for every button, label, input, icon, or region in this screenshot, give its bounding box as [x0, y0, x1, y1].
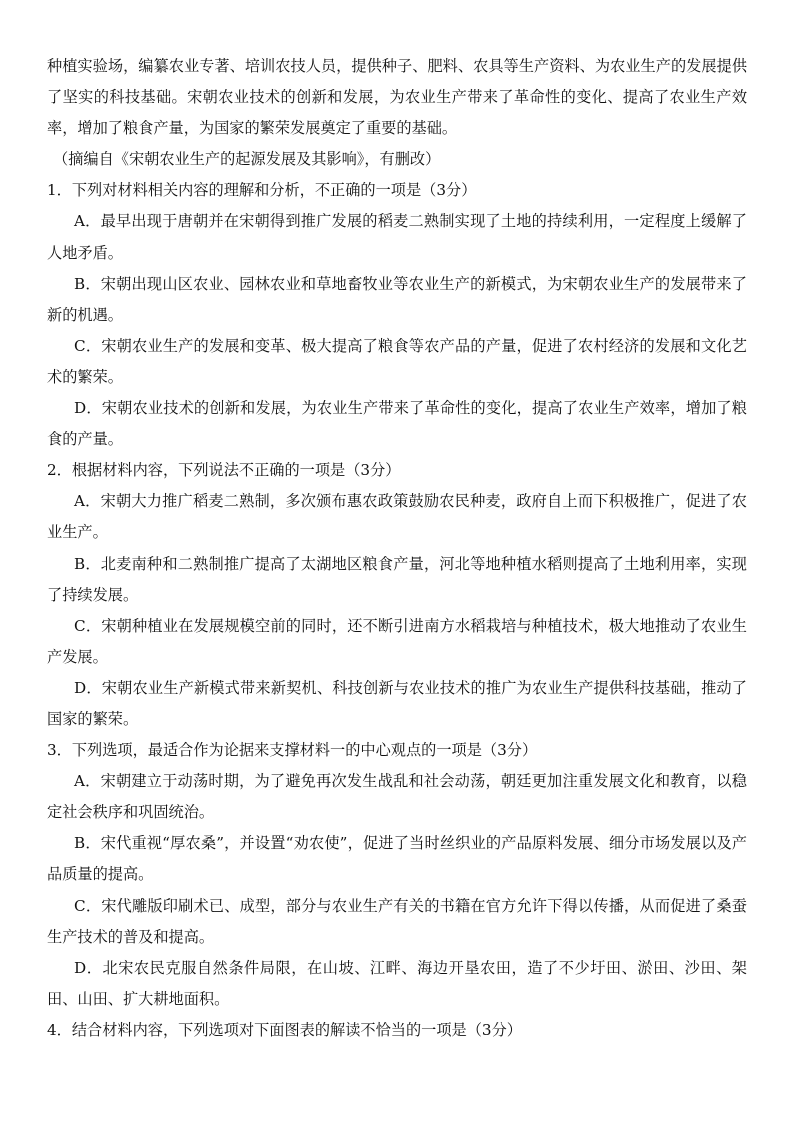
question-2-option-c: C．宋朝种植业在发展规模空前的同时，还不断引进南方水稻栽培与种植技术，极大地推动了农业生产发展。: [47, 616, 747, 666]
question-3-option-d: D．北宋农民克服自然条件局限，在山坡、江畔、海边开垦农田，造了不少圩田、淤田、沙田、架田、山田、扩大耕地面积。: [47, 958, 747, 1008]
question-1-option-c: C．宋朝农业生产的发展和变革、极大提高了粮食等农产品的产量，促进了农村经济的发展和文化艺术的繁荣。: [47, 336, 747, 386]
question-1-stem: 1．下列对材料相关内容的理解和分析，不正确的一项是（3分）: [47, 181, 477, 200]
question-1-option-a: A．最早出现于唐朝并在宋朝得到推广发展的稻麦二熟制实现了土地的持续利用，一定程度上缓解了人地矛盾。: [47, 212, 747, 262]
question-1-option-d: D．宋朝农业技术的创新和发展，为农业生产带来了革命性的变化，提高了农业生产效率，增加了粮食的产量。: [47, 399, 747, 449]
question-4-stem: 4．结合材料内容，下列选项对下面图表的解读不恰当的一项是（3分）: [47, 1020, 522, 1039]
question-3-option-a: A．宋朝建立于动荡时期，为了避免再次发生战乱和社会动荡，朝廷更加注重发展文化和教育，以稳定社会秩序和巩固统治。: [47, 772, 747, 822]
question-2-stem: 2．根据材料内容，下列说法不正确的一项是（3分）: [47, 461, 401, 480]
question-3-stem: 3．下列选项，最适合作为论据来支撑材料一的中心观点的一项是（3分）: [47, 741, 538, 760]
question-3-option-c: C．宋代雕版印刷术已、成型，部分与农业生产有关的书籍在官方允许下得以传播，从而促进了桑蚕生产技术的普及和提高。: [47, 896, 747, 946]
question-2-option-d: D．宋朝农业生产新模式带来新契机、科技创新与农业技术的推广为农业生产提供科技基础，推动了国家的繁荣。: [47, 678, 747, 728]
passage-source: （摘编自《宋朝农业生产的起源发展及其影响》，有删改）: [53, 150, 441, 169]
passage-paragraph: 种植实验场，编纂农业专著、培训农技人员，提供种子、肥料、农具等生产资料、为农业生产的发展提供了坚实的科技基础。宋朝农业技术的创新和发展，为农业生产带来了革命性的变化、提高了农业生产效率，增加了粮食产量，为国家的繁荣发展奠定了重要的基础。: [47, 57, 747, 138]
question-2-option-a: A．宋朝大力推广稻麦二熟制，多次颁布惠农政策鼓励农民种麦，政府自上而下积极推广，促进了农业生产。: [47, 492, 747, 542]
question-1-option-b: B．宋朝出现山区农业、园林农业和草地畜牧业等农业生产的新模式，为宋朝农业生产的发展带来了新的机遇。: [47, 274, 747, 324]
question-3-option-b: B．宋代重视“厚农桑”，并设置“劝农使”，促进了当时丝织业的产品原料发展、细分市场发展以及产品质量的提高。: [47, 834, 747, 884]
document-page: [47, 51, 747, 1046]
question-2-option-b: B．北麦南种和二熟制推广提高了太湖地区粮食产量，河北等地种植水稻则提高了土地利用率，实现了持续发展。: [47, 554, 747, 604]
